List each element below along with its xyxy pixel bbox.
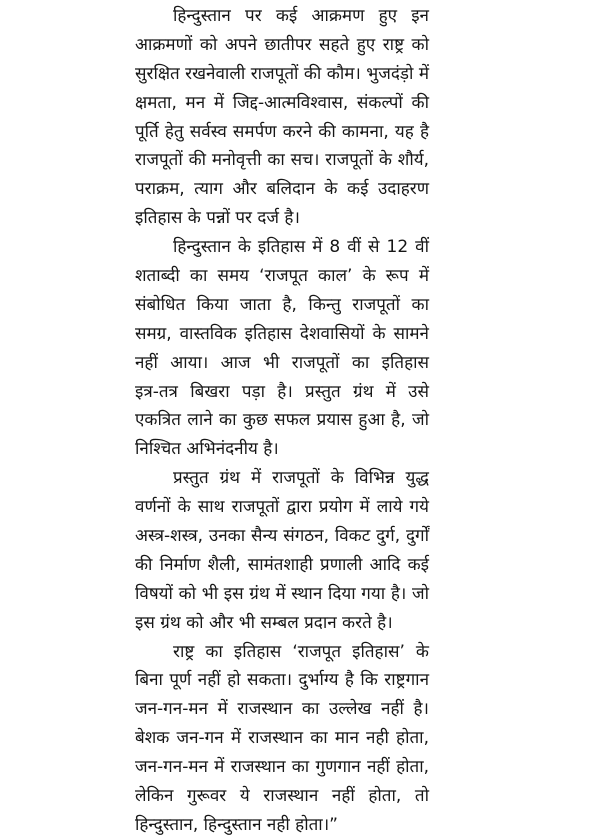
text-line: इतिहास के पन्नों पर दर्ज है। (135, 208, 300, 229)
paragraph-1 (135, 2, 429, 233)
paragraph-3 (135, 464, 429, 637)
text-line: इत्र-तत्र बिखरा पड़ा है। प्रस्तुत ग्रंथ में उसे (135, 381, 429, 402)
text-line: राजपूतों की मनोवृत्ती का सच। राजपूतों के शौर्य, (135, 150, 429, 171)
text-line: पराक्रम, त्याग और बलिदान के कई उदाहरण (135, 179, 429, 200)
text-line: इस ग्रंथ को और भी सम्बल प्रदान करते है। (135, 612, 393, 633)
text-line: लेकिन गुरूवर ये राजस्थान नहीं होता, तो (135, 786, 429, 807)
text-line: हिन्दुस्तान के इतिहास में 8 वीं से 12 वीं (173, 237, 429, 258)
text-line: शताब्दी का समय ‘राजपूत काल’ के रूप में (135, 266, 429, 287)
text-line: संबोधित किया जाता है, किन्तु राजपूतों का (135, 294, 429, 315)
text-line: जन-गन-मन में राजस्थान का उल्लेख नहीं है। (135, 699, 429, 720)
text-line: बेशक जन-गन में राजस्थान का मान नही होता, (135, 728, 429, 749)
paragraph-2 (135, 233, 429, 464)
text-line: हिन्दुस्तान पर कई आक्रमण हुए इन (173, 6, 429, 26)
text-line: पूर्ति हेतु सर्वस्व समर्पण करने की कामना, यह है (135, 121, 429, 142)
text-line: राष्ट्र का इतिहास ‘राजपूत इतिहास’ के (173, 641, 429, 662)
text-line: प्रस्तुत ग्रंथ में राजपूतों के विभिन्न युद्ध (173, 468, 429, 489)
text-line: सुरक्षित रखनेवाली राजपूतों की कौम। भुजदंड़ो में (135, 63, 429, 84)
text-line: एकत्रित लाने का कुछ सफल प्रयास हुआ है, जो (135, 410, 429, 431)
text-line: नहीं आया। आज भी राजपूतों का इतिहास (135, 352, 429, 373)
text-line: अस्त्र-शस्त्र, उनका सैन्य संगठन, विकट दुर्ग, दुर्गों (135, 526, 429, 547)
text-line: जन-गन-मन में राजस्थान का गुणगान नहीं होता, (135, 757, 429, 778)
text-line: वर्णनों के साथ राजपूतों द्वारा प्रयोग में लाये गये (135, 497, 429, 518)
text-line: समग्र, वास्तविक इतिहास देशवासियों के सामने (135, 323, 429, 344)
document-page (135, 2, 429, 840)
paragraph-4 (135, 638, 429, 840)
text-line: की निर्माण शैली, सामंतशाही प्रणाली आदि कई (135, 554, 429, 575)
text-line: आक्रमणों को अपने छातीपर सहते हुए राष्ट्र को (135, 34, 429, 55)
text-line: निश्चित अभिनंदनीय है। (135, 439, 279, 460)
text-line: क्षमता, मन में जिद्द-आत्मविश्वास, संकल्पों की (135, 92, 429, 113)
text-line: बिना पूर्ण नहीं हो सकता। दुर्भाग्य है कि राष्ट्रगान (135, 670, 429, 691)
text-line: हिन्दुस्तान, हिन्दुस्तान नही होता।” (135, 814, 338, 835)
text-line: विषयों को भी इस ग्रंथ में स्थान दिया गया है। जो (135, 583, 429, 604)
